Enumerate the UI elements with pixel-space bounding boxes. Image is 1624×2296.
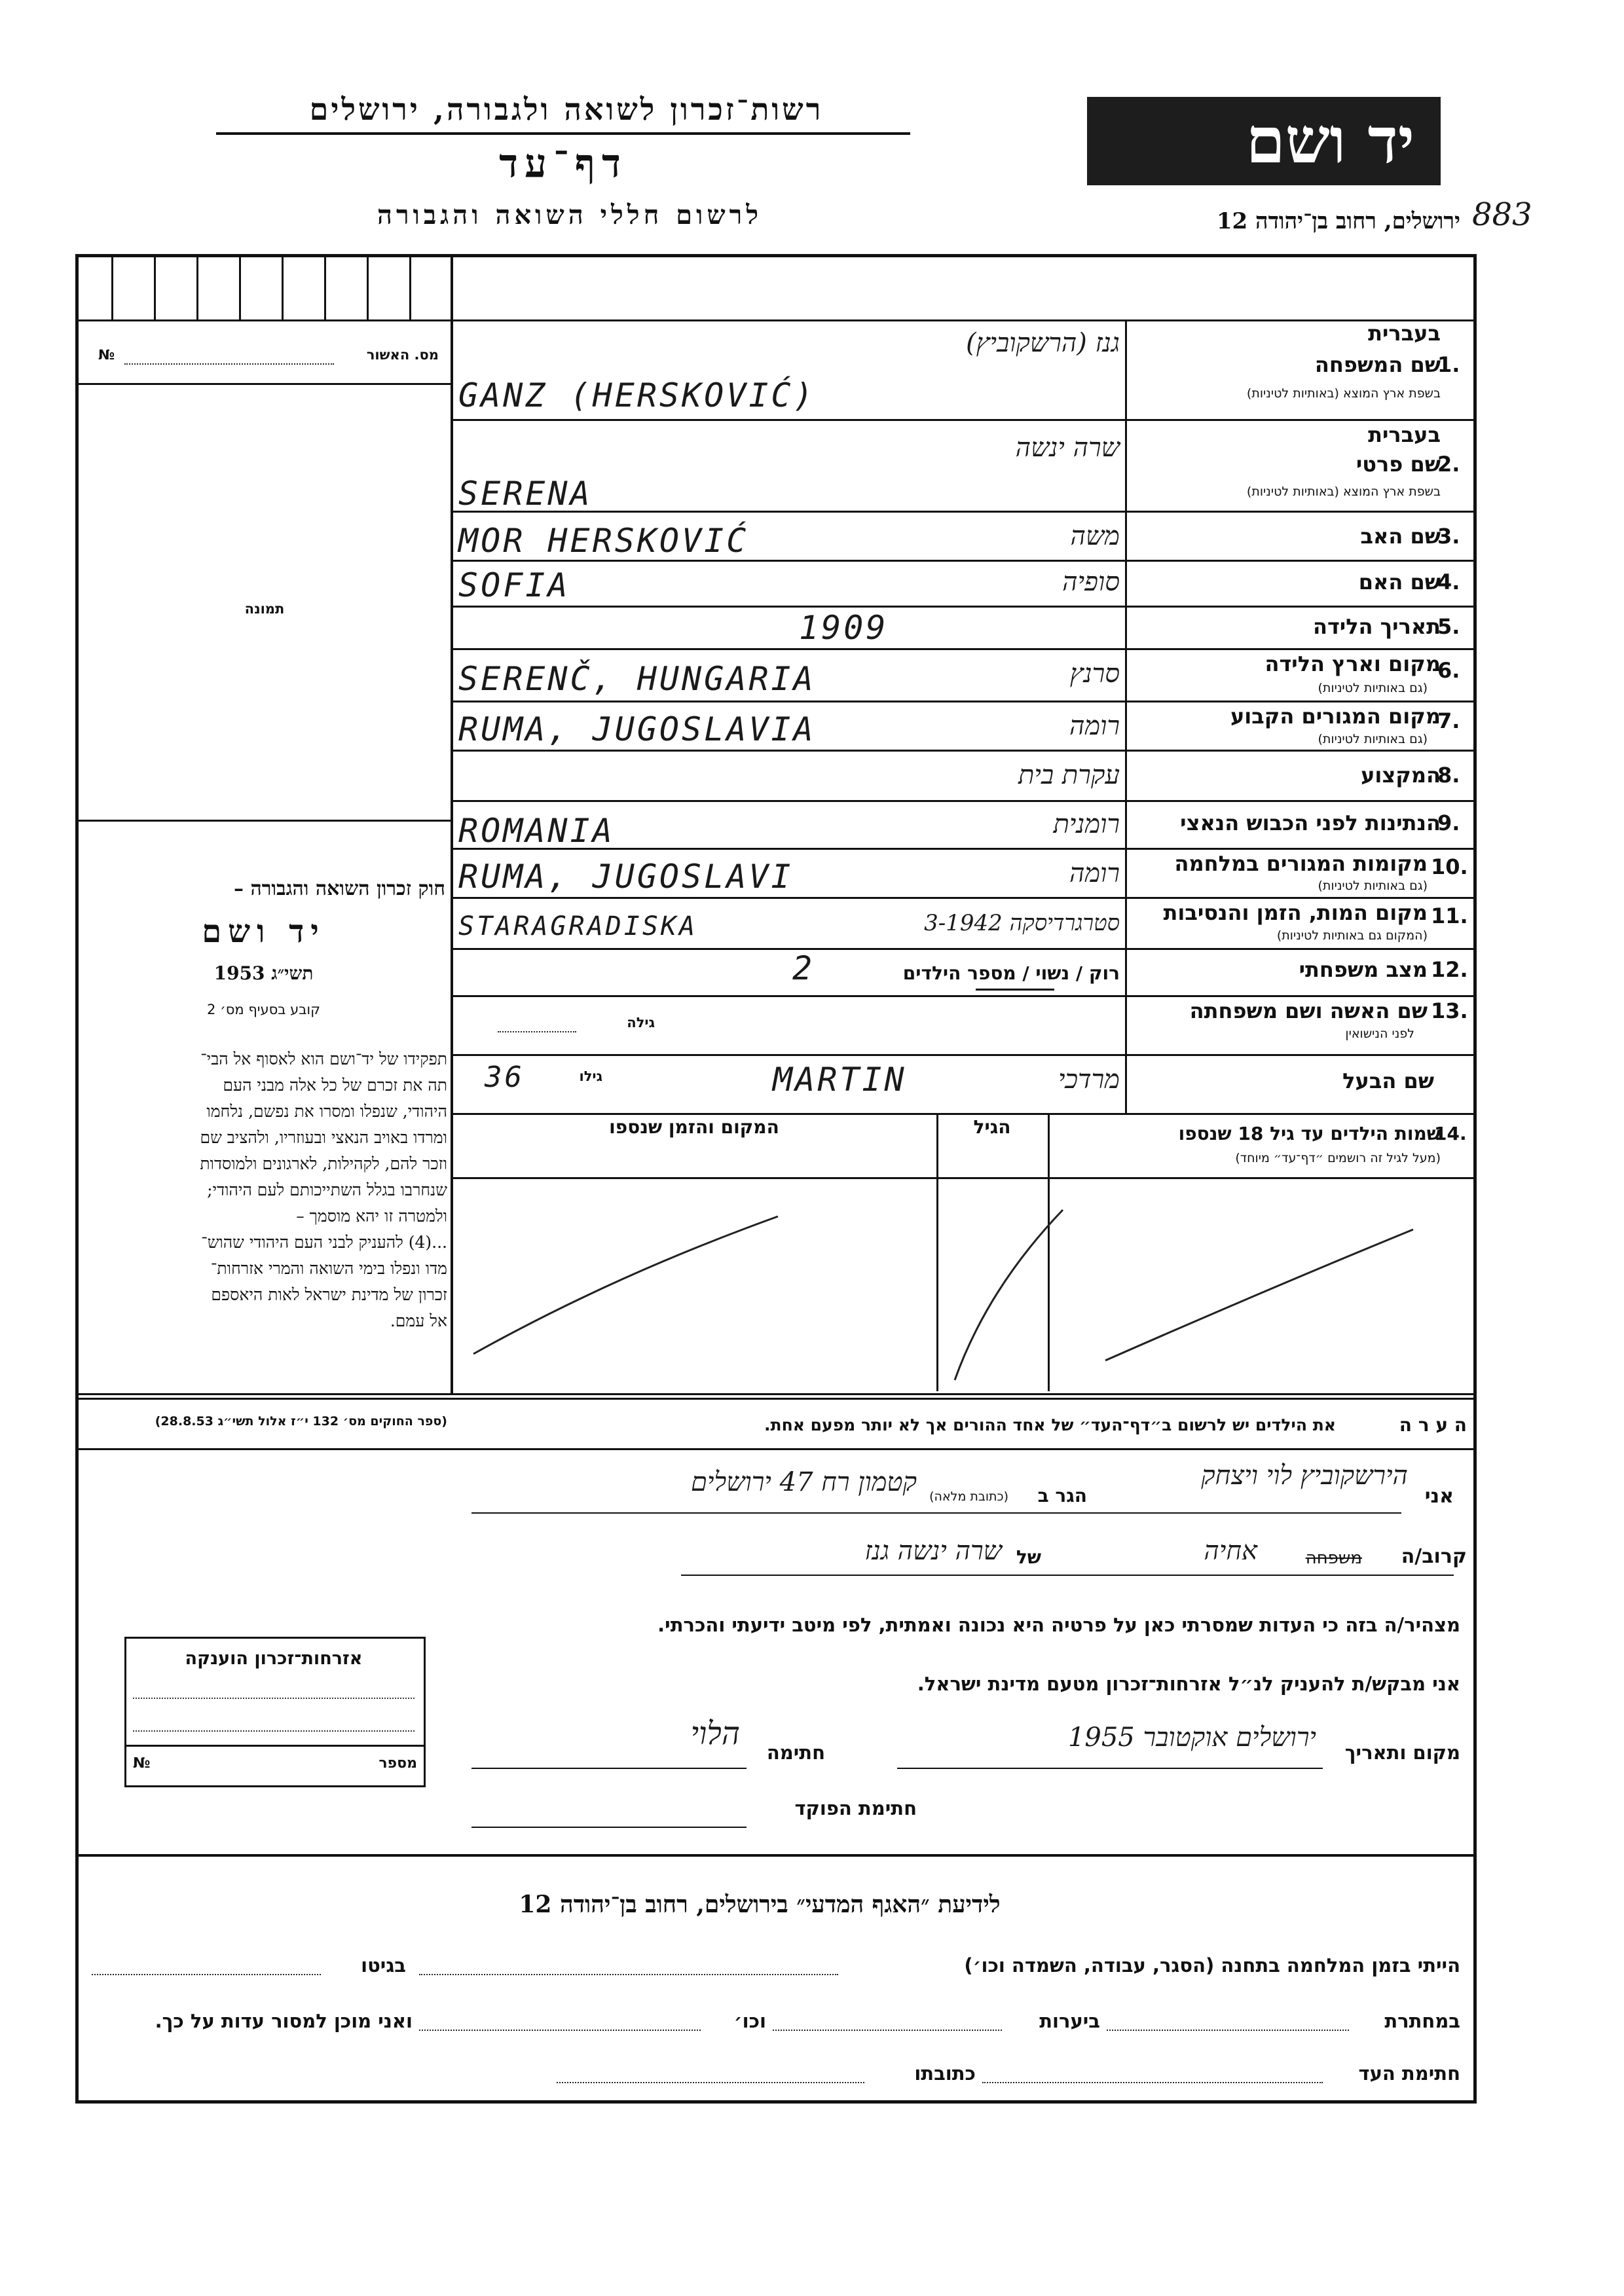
law-year: תשי״ג 1953 <box>213 962 314 984</box>
children-crossout <box>451 1177 1475 1393</box>
value-war-residence-he: רומה <box>1069 858 1120 888</box>
value-father-latin: MOR HERSKOVIĆ <box>458 522 749 560</box>
value-nationality-latin: ROMANIA <box>458 812 615 850</box>
value-profession-he: עקרת בית <box>1018 760 1120 790</box>
law-line: היהודי, שנפלו ומסרו את נפשם, נלחמו <box>206 1102 447 1121</box>
row-rule <box>451 419 1475 421</box>
note-rule-bottom <box>79 1448 1473 1450</box>
place-date-value: ירושלים אוקטובר 1955 <box>1067 1722 1316 1753</box>
row-rule <box>451 701 1475 702</box>
signature-line <box>471 1768 747 1769</box>
field-label-nationality: הנתינות לפני הכבוש הנאצי <box>1180 811 1441 835</box>
decl-line-1 <box>471 1512 1401 1514</box>
field-number: 12. <box>1431 957 1468 982</box>
field-number: 7. <box>1437 708 1460 733</box>
strip-cell <box>111 257 113 319</box>
law-line: תה את זכרם של כל אלה מבני העם <box>223 1076 447 1095</box>
value-death-he: סטרגרדיסקה 3-1942 <box>924 910 1120 936</box>
law-title: חוק זכרון השואה והגבורה – <box>234 877 445 900</box>
law-reference: (ספר החוקים מס׳ 132 י״ז אלול תשי״ג 28.8.53) <box>155 1414 447 1429</box>
law-line: ולמטרה זו יהא מוסמך – <box>296 1207 447 1226</box>
row-rule <box>451 560 1475 562</box>
approval-rule <box>79 383 451 385</box>
strip-cell <box>367 257 369 319</box>
value-residence-he: רומה <box>1069 711 1120 741</box>
footer-title: לידיעת ״האגף המדעי״ בירושלים, רחוב בן־יהודה 12 <box>519 1891 1001 1918</box>
decl-name: הירשקוביץ לוי ויצחק <box>1201 1461 1408 1491</box>
field-number: 5. <box>1437 614 1460 639</box>
row-rule <box>451 800 1475 802</box>
footer-dots <box>1107 2030 1349 2031</box>
law-line: אל עמם. <box>390 1311 447 1330</box>
footer-line3-b: כתובתו <box>914 2062 976 2085</box>
decl-struck: משפחה <box>1305 1548 1362 1568</box>
crossout-stroke <box>473 1216 778 1354</box>
citizenship-box-title: אזרחות־זכרון הוענקה <box>185 1649 363 1669</box>
field-label-father: שם האב <box>1360 524 1441 549</box>
note-rule-top-2 <box>79 1398 1473 1400</box>
decl-request: אני מבקש/ת להעניק לנ״ל אזרחות־זכרון מטעם מדינת ישראל. <box>917 1673 1460 1695</box>
strip-cell <box>239 257 241 319</box>
field-label-family-status: מצב משפחתי <box>1299 957 1428 982</box>
value-death-latin: STARAGRADISKA <box>458 911 698 941</box>
value-war-residence-latin: RUMA, JUGOSLAVI <box>458 858 794 896</box>
place-date-line <box>897 1768 1323 1769</box>
field-number: 8. <box>1437 763 1460 788</box>
row-rule <box>451 750 1475 752</box>
note-rule-top <box>79 1393 1473 1395</box>
law-text <box>82 1046 447 1334</box>
label-column-divider <box>1125 321 1127 1113</box>
family-status-printed: רוק / נשוי / מספר הילדים <box>902 962 1120 984</box>
row-rule <box>451 648 1475 650</box>
husband-age: 36 <box>485 1061 525 1094</box>
husband-age-label: גילו <box>579 1068 602 1084</box>
header-rule <box>216 132 910 135</box>
footer-dots <box>419 2030 701 2031</box>
law-name: יד ושם <box>202 913 325 950</box>
footer-dots <box>92 1974 321 1975</box>
decl-prefix: אני <box>1424 1485 1454 1508</box>
field-sub: (המקום גם באותיות לטיניות) <box>1276 928 1428 943</box>
footer-rule <box>79 1854 1473 1857</box>
field-number: 10. <box>1431 854 1468 879</box>
decl-hint: (כתובת מלאה) <box>929 1489 1008 1504</box>
field-label-residence: מקום המגורים הקבוע <box>1230 704 1441 729</box>
law-clause: קובע בסעיף מס׳ 2 <box>207 1002 320 1017</box>
field-number: 3. <box>1437 524 1460 549</box>
decl-relative-label: קרוב/ה <box>1401 1545 1467 1568</box>
value-mother-latin: SOFIA <box>458 566 570 604</box>
field-label-birthdate: תאריך הלידה <box>1312 614 1441 639</box>
row-rule <box>451 995 1475 997</box>
footer-line2-c: וכו׳ <box>733 2010 766 2032</box>
field-label-wife: שם האשה ושם משפחתה <box>1189 998 1428 1023</box>
row-rule <box>451 606 1475 608</box>
footer-line3-a: חתימת העד <box>1358 2062 1460 2085</box>
law-line: שנחרבו בגלל השתייכותם לעם היהודי; <box>207 1180 447 1199</box>
field-number: 6. <box>1437 658 1460 683</box>
strike-mark <box>976 989 1054 991</box>
field-sub: (גם באותיות לטיניות) <box>1318 732 1428 746</box>
field-number: 1. <box>1437 352 1460 377</box>
hebrew-tag: בעברית <box>1368 422 1441 447</box>
box-rule <box>126 1745 424 1747</box>
field-number: 9. <box>1437 811 1460 835</box>
children-sub: (מעל לגיל זה רושמים ״דף־עד״ מיוחד) <box>1235 1151 1441 1165</box>
hebrew-tag: בעברית <box>1368 321 1441 346</box>
field-label-surname: שם המשפחה <box>1314 352 1441 377</box>
strip-cell <box>196 257 198 319</box>
row-rule <box>451 1113 1475 1115</box>
strip-cell <box>282 257 284 319</box>
strip-cell <box>409 257 411 319</box>
decl-address: קטמון רח 47 ירושלים <box>691 1467 917 1497</box>
photo-label[interactable]: תמונה <box>244 601 285 617</box>
row-rule <box>451 511 1475 513</box>
authority-title: רשות־זכרון לשואה ולגבורה, ירושלים <box>309 92 824 127</box>
place-date-label: מקום ותאריך <box>1344 1741 1460 1764</box>
note-text: את הילדים יש לרשום ב״דף־העד״ של אחד ההורים אך לא יותר מפעם אחת. <box>764 1415 1336 1434</box>
field-sub: (גם באותיות לטיניות) <box>1318 879 1428 893</box>
citizenship-box-no: מספר <box>378 1755 417 1772</box>
children-label: שמות הילדים עד גיל 18 שנספו <box>1178 1123 1441 1144</box>
value-nationality-he: רומנית <box>1053 809 1120 839</box>
box-dots <box>133 1730 415 1732</box>
field-number: 13. <box>1431 998 1468 1023</box>
field-label-firstname: שם פרטי <box>1356 452 1441 477</box>
officer-line <box>471 1827 747 1828</box>
approval-label: מס. האשור <box>366 347 439 363</box>
value-birthplace-latin: SERENČ, HUNGARIA <box>458 660 816 698</box>
decl-statement: מצהיר/ה בזה כי העדות שמסרתי כאן על פרטיה היא נכונה ואמתית, לפי מיטב ידיעתי והכרתי. <box>657 1614 1460 1636</box>
value-firstname-latin: SERENA <box>458 475 593 513</box>
field-sub: בשפת ארץ המוצא (באותיות לטיניות) <box>1246 484 1441 499</box>
field-label-birthplace: מקום וארץ הלידה <box>1264 651 1441 676</box>
law-line: תפקידו של יד־ושם הוא לאסוף אל הבי־ <box>200 1049 447 1068</box>
value-husband-he: מרדכי <box>1058 1065 1120 1095</box>
footer-dots <box>773 2030 1002 2031</box>
decl-mid: הגר ב <box>1037 1485 1087 1506</box>
row-rule <box>451 948 1475 950</box>
crossout-stroke <box>1105 1230 1413 1360</box>
decl-relation: אחיה <box>1204 1536 1257 1566</box>
officer-label: חתימת הפוקד <box>794 1797 917 1819</box>
law-line: מדו ונפלו בימי השואה והמרי אזרחות־ <box>210 1259 447 1278</box>
strip-cell <box>324 257 326 319</box>
approval-no-mark: № <box>98 347 115 363</box>
children-age-col: הגיל <box>973 1116 1011 1138</box>
handwritten-number: 883 <box>1472 196 1532 233</box>
field-label-death: מקום המות, הזמן והנסיבות <box>1163 900 1428 925</box>
photo-rule <box>79 820 451 822</box>
field-label-profession: המקצוע <box>1361 763 1441 788</box>
field-number: 2. <box>1437 452 1460 477</box>
citizenship-box <box>124 1637 426 1787</box>
row-rule <box>451 897 1475 899</box>
signature-label: חתימה <box>766 1741 825 1764</box>
footer-line2-b: ביערות <box>1039 2010 1100 2032</box>
decl-person: שרה ינשה גנז <box>864 1536 1002 1566</box>
signature-value: הלוי <box>690 1715 740 1752</box>
value-mother-he: סופיה <box>1062 567 1120 597</box>
field-sub: לפני הנישואין <box>1345 1027 1414 1041</box>
children-number: 14. <box>1434 1123 1467 1144</box>
header-address: ירושלים, רחוב בן־יהודה 12 <box>1216 208 1460 234</box>
field-label-mother: שם האם <box>1358 570 1441 594</box>
value-children-count: 2 <box>792 949 815 987</box>
law-line: וזכר להם, לקהילות, לארגונים ולמוסדות <box>200 1154 447 1173</box>
footer-line1-b: בגיטו <box>361 1954 406 1977</box>
field-label-husband: שם הבעל <box>1342 1068 1434 1093</box>
value-husband-latin: MARTIN <box>773 1061 907 1099</box>
law-line: ומרדו באויב הנאצי ובעוזריו, ולהציב שם <box>200 1128 447 1147</box>
row-rule <box>451 1054 1475 1056</box>
footer-dots <box>419 1974 838 1975</box>
footer-line1-a: הייתי בזמן המלחמה בתחנה (הסגר, עבודה, השמדה וכו׳) <box>964 1954 1460 1977</box>
crossout-stroke <box>955 1210 1063 1380</box>
yad-vashem-logo: יד ושם <box>1087 97 1441 185</box>
wife-age-label: גילה <box>627 1015 655 1030</box>
value-father-he: משה <box>1070 521 1120 551</box>
footer-line2-d: ואני מוכן למסור עדות על כך. <box>155 2010 413 2032</box>
value-birthdate: 1909 <box>799 609 889 647</box>
value-surname-he: גנז (הרשקוביץ) <box>966 328 1120 358</box>
wife-age-dots <box>498 1031 576 1032</box>
note-label: ה ע ר ה <box>1399 1414 1467 1436</box>
decl-line-2 <box>681 1575 1454 1576</box>
field-number: 11. <box>1431 903 1468 928</box>
footer-line2-a: במחתרת <box>1384 2010 1460 2032</box>
value-residence-latin: RUMA, JUGOSLAVIA <box>458 710 816 748</box>
decl-of: של <box>1016 1546 1041 1568</box>
form-subtitle: לרשום חללי השואה והגבורה <box>377 200 763 230</box>
citizenship-box-mark: № <box>133 1755 151 1772</box>
value-surname-latin: GANZ (HERSKOVIĆ) <box>458 376 816 414</box>
law-line: זכרון של מדינת ישראל לאות היאספם <box>211 1285 447 1304</box>
field-sub: בשפת ארץ המוצא (באותיות לטיניות) <box>1246 386 1441 401</box>
strip-cell <box>154 257 156 319</box>
law-line: ...(4) להעניק לבני העם היהודי שהוש־ <box>201 1233 447 1252</box>
footer-dots <box>982 2082 1323 2083</box>
box-dots <box>133 1698 415 1699</box>
value-firstname-he: שרה ינשה <box>1015 433 1120 463</box>
children-place-col: המקום והזמן שנספו <box>609 1116 779 1138</box>
field-label-war-residence: מקומות המגורים במלחמה <box>1174 851 1428 876</box>
field-number: 4. <box>1437 570 1460 594</box>
form-title: דף־עד <box>499 141 627 187</box>
value-birthplace-he: סרנץ <box>1069 659 1120 689</box>
approval-dots <box>124 363 334 365</box>
footer-dots <box>557 2082 864 2083</box>
field-sub: (גם באותיות לטיניות) <box>1318 681 1428 695</box>
